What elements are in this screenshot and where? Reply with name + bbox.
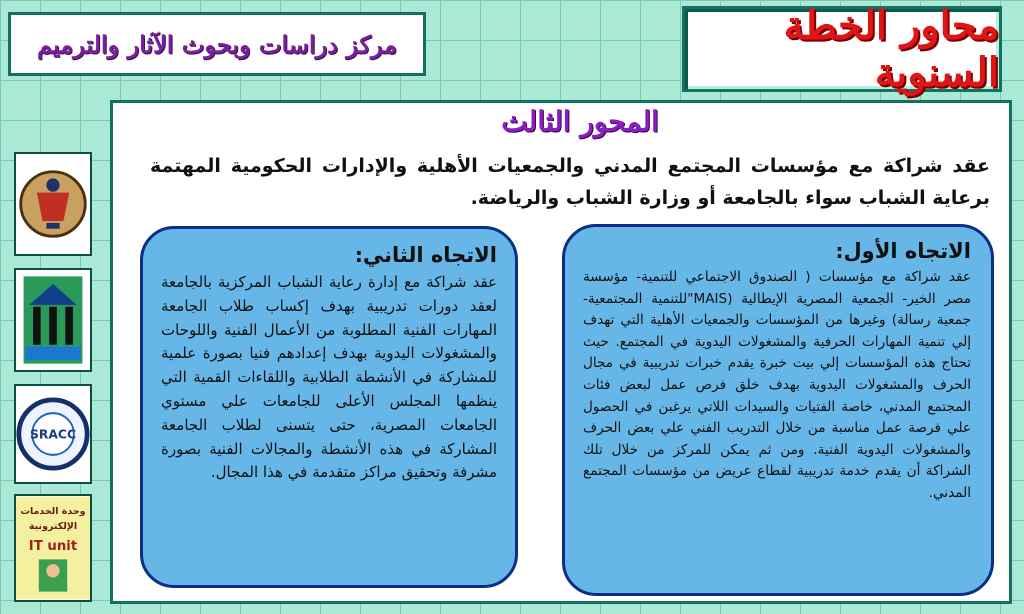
direction-two-colon: : (354, 243, 363, 267)
plan-title-box (682, 2, 1002, 96)
direction-two-heading: الاتجاه الثاني (362, 243, 497, 267)
faculty-emblem-icon (16, 270, 90, 370)
sracc-text: SRACC (29, 427, 77, 442)
plan-title: محاور الخطة السنوية (783, 2, 999, 96)
direction-one-text: عقد شراكة مع مؤسسات ( الصندوق الاجتماعي للتنمية- مؤسسة مصر الخير- الجمعية المصرية الإيطالية (MAIS"للتنمية المجتمعية- جمعية رسالة) وغيرها من المؤسسات والجمعيات الأهلية التي تهدف إلي تنمية المهارات الحرفية والمشغولات اليدوية في المجتمع. حيث تحتاج هذه المؤسسات إلي بيت خبرة يقدم خبرات تدريبية في مجال الحرف والمشغولات اليدوية بهدف خلق فرص عمل لبعض فئات المجتمع المدني، خاصة الفتيات والسيدات اللاتي يرغبن في الحصول علي فرصة عمل مناسبة من خلال التدريب الفني علي بعض الحرف والمشغولات اليدوية الفنية. ومن ثم يمكن للمركز من خلال تلك الشراكة أن يقدم خدمة تدريبية لقطاع عريض من مؤسسات المجتمع المدني. (583, 269, 971, 501)
direction-two-text: عقد شراكة مع إدارة رعاية الشباب المركزية بالجامعة لعقد دورات تدريبية بهدف إكساب طلاب الجامعة المهارات الفنية المطلوبة من الأعمال الفنية واللوحات والمشغولات اليدوية بهدف إعدادهم فنيا بصورة علمية للمشاركة في الأنشطة الطلابية واللقاءات القمية التي ينظمها المجلس الأعلى للجامعات علي مستوي الجامعات المصرية، حتى يتسنى لطلاب الجامعة المشاركة في هذه الأنشطة والمجالات الفنية بصورة مشرفة وتحقيق مراكز متقدمة في هذا المجال. (161, 273, 497, 482)
axis-title: المحور الثالث (501, 105, 659, 138)
it-unit-line-2: الإلكترونية (28, 521, 78, 533)
it-unit-line-3: IT unit (28, 538, 78, 554)
it-unit-line-1: وحدة الخدمات (20, 505, 86, 517)
center-name-box (8, 12, 426, 76)
it-unit-logo (14, 494, 92, 602)
direction-two-bubble (140, 226, 518, 588)
axis-description: عقد شراكة مع مؤسسات المجتمع المدني والجمعيات الأهلية والإدارات الحكومية المهتمة برعاية الشباب سواء بالجامعة أو وزارة الشباب والرياضة. (150, 155, 990, 209)
direction-one-colon: : (835, 239, 844, 263)
direction-one-heading: الاتجاه الأول (843, 239, 971, 263)
direction-one-header (583, 239, 971, 267)
faculty-logo (14, 268, 92, 372)
sracc-logo (14, 384, 92, 484)
sracc-emblem-icon (16, 386, 90, 482)
university-logo (14, 152, 92, 256)
center-name: مركز دراسات وبحوث الآثار والترميم (37, 29, 397, 59)
direction-one-bubble (562, 224, 994, 596)
direction-two-header (161, 243, 497, 271)
it-unit-emblem-icon (16, 496, 90, 600)
university-emblem-icon (16, 154, 90, 254)
